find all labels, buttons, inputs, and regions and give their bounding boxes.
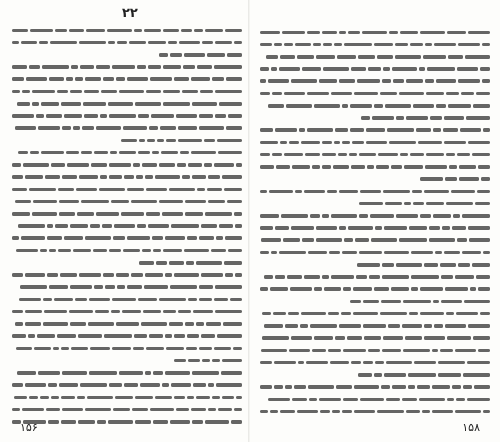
page-number-left: ۱۵۶ [20, 421, 38, 434]
text-line [10, 50, 242, 59]
text-line [258, 260, 490, 269]
text-line [10, 38, 242, 47]
text-line [10, 418, 242, 427]
text-line [258, 187, 490, 196]
text-line [258, 297, 490, 306]
text-line [258, 407, 490, 416]
text-line [10, 222, 242, 231]
text-line [258, 383, 490, 392]
text-line [258, 334, 490, 343]
text-line [10, 124, 242, 133]
text-line [10, 356, 242, 365]
text-line [258, 175, 490, 184]
page-number-right: ۱۵۸ [462, 421, 480, 434]
text-line [258, 285, 490, 294]
text-line [258, 371, 490, 380]
text-line [10, 112, 242, 121]
right-page [258, 6, 490, 436]
text-line [258, 199, 490, 208]
chapter-number: ۲۲ [122, 6, 138, 21]
text-line [10, 87, 242, 96]
text-line [10, 283, 242, 292]
text-line [258, 150, 490, 159]
text-line [10, 344, 242, 353]
text-line [10, 381, 242, 390]
text-line [258, 89, 490, 98]
text-line [258, 322, 490, 331]
text-line [10, 99, 242, 108]
text-line [10, 393, 242, 402]
text-line [258, 309, 490, 318]
text-line [10, 136, 242, 145]
left-page [10, 6, 242, 436]
right-page-body [258, 28, 490, 420]
text-line [258, 224, 490, 233]
text-line [10, 234, 242, 243]
text-line [258, 346, 490, 355]
text-line [258, 28, 490, 37]
text-line [10, 185, 242, 194]
text-line [258, 114, 490, 123]
text-line [258, 101, 490, 110]
text-line [10, 246, 242, 255]
text-line [258, 65, 490, 74]
text-line [258, 212, 490, 221]
text-line [10, 161, 242, 170]
text-line [10, 26, 242, 35]
text-line [258, 273, 490, 282]
text-line [10, 197, 242, 206]
text-line [10, 75, 242, 84]
text-line [258, 395, 490, 404]
text-line [258, 163, 490, 172]
text-line [258, 77, 490, 86]
text-line [258, 52, 490, 61]
text-line [10, 320, 242, 329]
text-line [258, 138, 490, 147]
text-line [258, 236, 490, 245]
left-page-body [10, 26, 242, 430]
text-line [10, 405, 242, 414]
text-line [10, 271, 242, 280]
text-line [258, 126, 490, 135]
text-line [10, 307, 242, 316]
text-line [10, 210, 242, 219]
text-line [10, 295, 242, 304]
text-line [10, 173, 242, 182]
text-line [10, 63, 242, 72]
book-gutter [248, 0, 250, 442]
text-line [258, 358, 490, 367]
text-line [258, 248, 490, 257]
text-line [10, 258, 242, 267]
text-line [258, 40, 490, 49]
text-line [10, 332, 242, 341]
text-line [10, 369, 242, 378]
text-line [10, 148, 242, 157]
